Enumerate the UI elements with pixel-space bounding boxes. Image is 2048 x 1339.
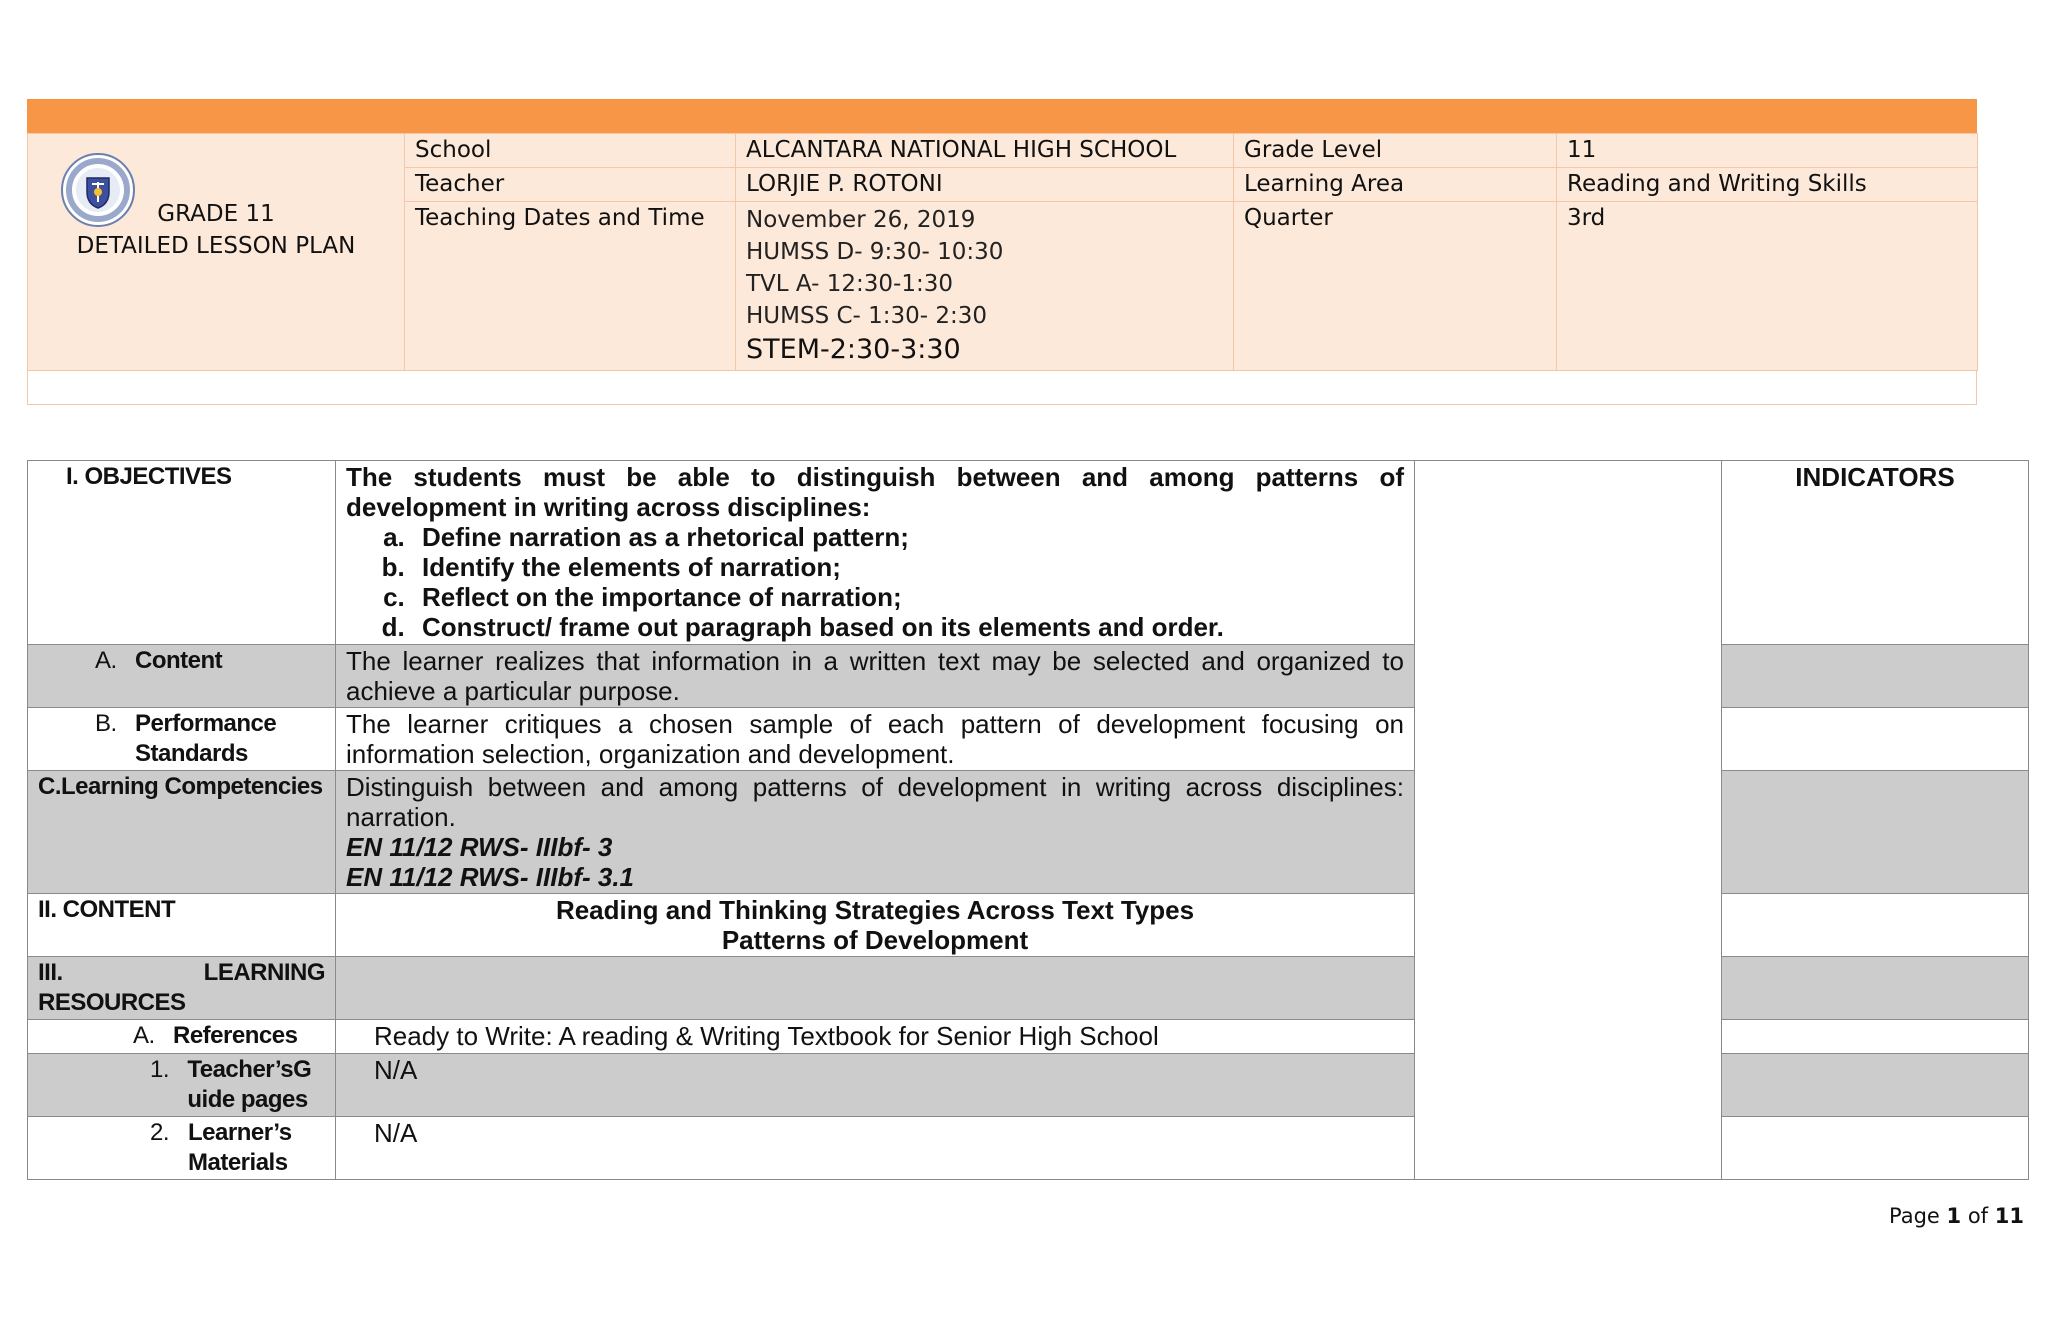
dates-label: Teaching Dates and Time [405, 202, 736, 371]
page-total: 11 [1994, 1204, 2024, 1228]
lesson-plan-header [27, 99, 1977, 405]
blank-column [1415, 461, 1722, 1180]
header-empty-row [27, 371, 1977, 405]
competencies-cell [336, 771, 1415, 894]
teachers-guide-cell [336, 1054, 1415, 1117]
indicator-cell [1722, 645, 2029, 708]
school-value: ALCANTARA NATIONAL HIGH SCHOOL [736, 134, 1234, 168]
objective-item: a. Define narration as a rhetorical pattern; [412, 522, 1404, 552]
objectives-intro: The students must be able to distinguish between and among patterns of development in writing across disciplines: [346, 462, 1404, 522]
objectives-row [28, 461, 2029, 645]
lesson-table [27, 460, 2029, 1180]
content-text: The learner realizes that information in a written text may be selected and organized to achieve a particular purpose. [336, 645, 1415, 708]
teachers-guide-number: 1. [150, 1056, 170, 1083]
learners-materials-text: N/A [374, 1118, 418, 1148]
teachers-guide-row [28, 1054, 2029, 1117]
objective-item: d. Construct/ frame out paragraph based on its elements and order. [412, 612, 1404, 642]
learners-materials-label: Learner’s Materials [188, 1119, 292, 1176]
performance-text: The learner critiques a chosen sample of each pattern of development focusing on information selection, organization and development. [336, 708, 1415, 771]
objectives-cell [336, 461, 1415, 645]
indicator-cell [1722, 1117, 2029, 1180]
header-info-table [27, 133, 1978, 371]
learners-materials-number: 2. [150, 1119, 170, 1146]
indicator-cell [1722, 1020, 2029, 1054]
references-number: A. [133, 1022, 155, 1049]
indicator-cell [1722, 957, 2029, 1020]
content-ii-cell [336, 894, 1415, 957]
quarter-value: 3rd [1557, 202, 1978, 371]
document-title [38, 198, 394, 262]
resources-cell [336, 957, 1415, 1020]
page-current: 1 [1946, 1204, 1962, 1228]
competency-code: EN 11/12 RWS- IIIbf- 3.1 [346, 862, 635, 892]
competencies-label-cell [28, 771, 336, 894]
schedule-line: HUMSS D- 9:30- 10:30 [746, 239, 1004, 265]
teachers-guide-label: Teacher’sGuide pages [187, 1056, 312, 1113]
objectives-label: I. OBJECTIVES [66, 463, 232, 490]
school-label: School [405, 134, 736, 168]
page-number [1889, 1204, 2024, 1228]
dates-value [736, 202, 1234, 371]
header-title-cell [28, 134, 405, 371]
teacher-value: LORJIE P. ROTONI [736, 168, 1234, 202]
teachers-guide-label-cell [28, 1054, 336, 1117]
references-label-cell [28, 1020, 336, 1054]
indicator-cell [1722, 894, 2029, 957]
date-line: November 26, 2019 [746, 207, 976, 233]
content-ii-label-cell [28, 894, 336, 957]
performance-row [28, 708, 2029, 771]
content-ii-line: Patterns of Development [721, 925, 1029, 955]
competency-code: EN 11/12 RWS- IIIbf- 3 [346, 832, 613, 862]
content-label: Content [135, 647, 223, 674]
content-row [28, 645, 2029, 708]
content-number: A. [95, 647, 117, 674]
quarter-label: Quarter [1234, 202, 1557, 371]
content-label-cell [28, 645, 336, 708]
grade-level-value: 11 [1557, 134, 1978, 168]
indicator-cell [1722, 708, 2029, 771]
performance-label-cell [28, 708, 336, 771]
objectives-label-cell [28, 461, 336, 645]
resources-label-part: RESOURCES [38, 989, 186, 1016]
learning-area-value: Reading and Writing Skills [1557, 168, 1978, 202]
indicator-cell [1722, 771, 2029, 894]
objectives-list [346, 522, 1404, 642]
content-ii-row [28, 894, 2029, 957]
learners-materials-cell [336, 1117, 1415, 1180]
schedule-line: TVL A- 12:30-1:30 [746, 271, 953, 297]
header-accent-bar [27, 99, 1977, 133]
content-ii-line: Reading and Thinking Strategies Across Text Types [555, 895, 1195, 925]
indicators-label: INDICATORS [1795, 462, 1955, 492]
competencies-row [28, 771, 2029, 894]
performance-label: Performance Standards [135, 710, 277, 767]
grade-line: GRADE 11 [157, 201, 275, 227]
references-text: Ready to Write: A reading & Writing Textbook for Senior High School [374, 1021, 1159, 1051]
indicators-header [1722, 461, 2029, 645]
schedule-line: HUMSS C- 1:30- 2:30 [746, 303, 988, 329]
objective-item: b. Identify the elements of narration; [412, 552, 1404, 582]
learning-area-label: Learning Area [1234, 168, 1557, 202]
references-cell [336, 1020, 1415, 1054]
references-label: References [173, 1022, 298, 1049]
grade-level-label: Grade Level [1234, 134, 1557, 168]
learners-materials-label-cell [28, 1117, 336, 1180]
competencies-label: C.Learning Competencies [38, 773, 323, 800]
resources-row [28, 957, 2029, 1020]
objective-item: c. Reflect on the importance of narration; [412, 582, 1404, 612]
teacher-label: Teacher [405, 168, 736, 202]
teachers-guide-text: N/A [374, 1055, 418, 1085]
resources-label-cell [28, 957, 336, 1020]
of-word: of [1967, 1204, 1989, 1228]
schedule-line: STEM-2:30-3:30 [746, 334, 961, 365]
competencies-text: Distinguish between and among patterns of development in writing across disciplines: narration. [346, 772, 1404, 832]
references-row [28, 1020, 2029, 1054]
resources-label-part: III. [38, 959, 63, 986]
document-type: DETAILED LESSON PLAN [76, 233, 356, 259]
content-ii-label: II. CONTENT [38, 896, 176, 923]
performance-number: B. [95, 710, 117, 737]
resources-label-part: LEARNING [203, 959, 325, 986]
page-word: Page [1888, 1204, 1940, 1228]
indicator-cell [1722, 1054, 2029, 1117]
learners-materials-row [28, 1117, 2029, 1180]
